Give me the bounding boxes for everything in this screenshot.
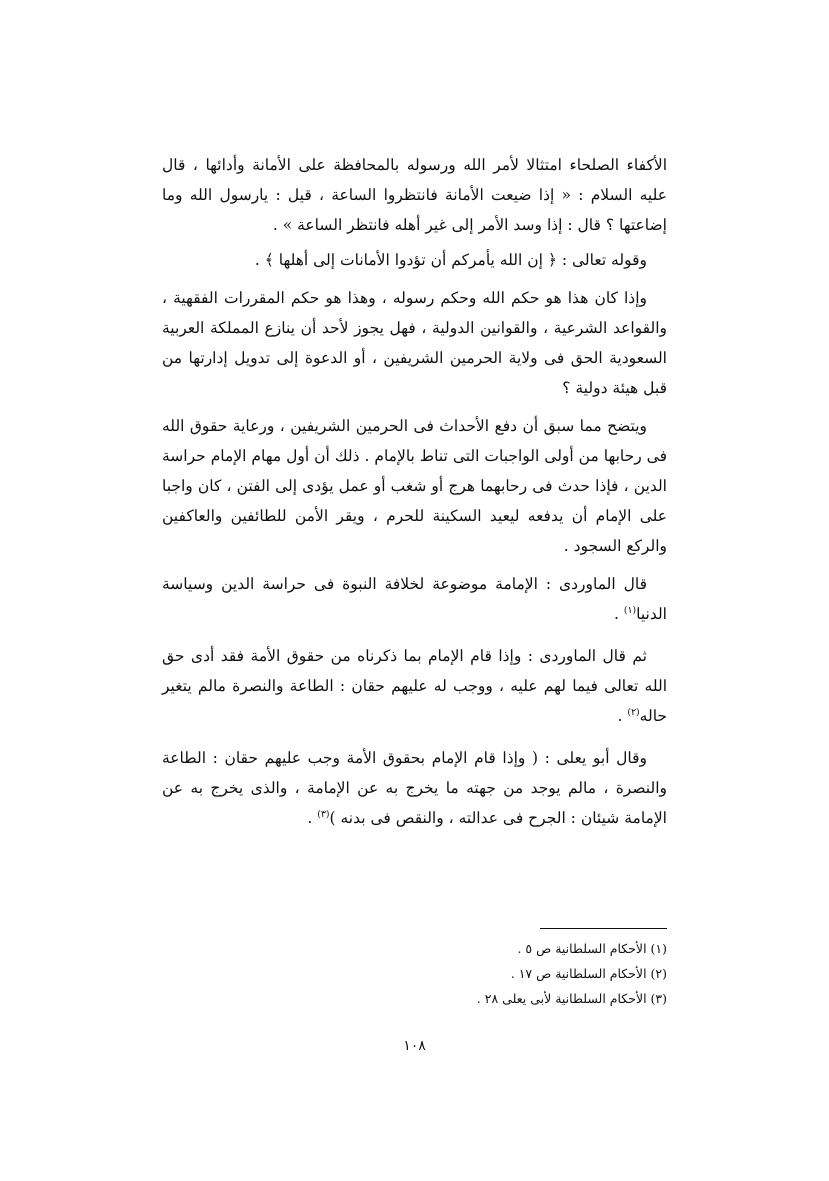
paragraph-abu-yala-quote xyxy=(162,743,667,833)
paragraph-quran-verse: وقوله تعالى : ﴿ إن الله يأمركم أن تؤدوا الأمانات إلى أهلها ﴾ . xyxy=(254,251,647,269)
footnote-3: (٣) الأحكام السلطانية لأبى يعلى ٢٨ . xyxy=(476,991,667,1006)
paragraph-mawardi-rights xyxy=(162,641,667,731)
footnote-1: (١) الأحكام السلطانية ص ٥ . xyxy=(517,941,667,956)
sentence-end: . xyxy=(307,809,318,827)
main-text xyxy=(162,150,667,833)
paragraph-saudi-guardianship: وإذا كان هذا هو حكم الله وحكم رسوله ، وهذا هو حكم المقررات الفقهية ، والقواعد الشرعية ، والقوانين الدولية ، فهل يجوز لأحد أن ينازع المملكة العربية السعودية الحق فى ولاية الحرمين الشريفين ، أو الدعوة إلى تدويل إدارتها من قبل هيئة دولية ؟ xyxy=(162,289,667,397)
quote-text: وقال أبو يعلى : ( وإذا قام الإمام بحقوق الأمة وجب عليهم حقان : الطاعة والنصرة ، مالم يوجد من جهته ما يخرج به عن الإمامة ، والذى يخرج به عن الإمامة شيئان : الجرح فى عدالته ، والنقص فى بدنه ) xyxy=(162,749,667,827)
paragraph-amanah-hadith: الأكفاء الصلحاء امتثالا لأمر الله ورسوله بالمحافظة على الأمانة وأدائها ، قال عليه السلام : « إذا ضيعت الأمانة فانتظروا الساعة ، قيل : يارسول الله وما إضاعتها ؟ قال : إذا وسد الأمر إلى غير أهله فانتظر الساعة » . xyxy=(162,156,667,234)
footnote-ref: (٢) xyxy=(627,706,640,718)
paragraph-imam-duties: ويتضح مما سبق أن دفع الأحداث فى الحرمين الشريفين ، ورعاية حقوق الله فى رحابها من أولى الواجبات التى تناط بالإمام . ذلك أن أول مهام الإمام حراسة الدين ، فإذا حدث فى رحابهما هرج أو شغب أو عمل يؤدى إلى الفتن ، كان واجبا على الإمام أن يدفعه ليعيد السكينة للحرم ، ويقر الأمن للطائفين والعاكفين والركع السجود . xyxy=(162,417,667,555)
quote-text: قال الماوردى : الإمامة موضوعة لخلافة النبوة فى حراسة الدين وسياسة الدنيا xyxy=(162,575,667,623)
footnote-divider xyxy=(540,928,667,929)
footnote-2: (٢) الأحكام السلطانية ص ١٧ . xyxy=(510,966,667,981)
paragraph-mawardi-quote xyxy=(162,569,667,629)
sentence-end: . xyxy=(613,605,624,623)
quote-text: ثم قال الماوردى : وإذا قام الإمام بما ذكرناه من حقوق الأمة فقد أدى حق الله تعالى فيما لهم عليه ، ووجب له عليهم حقان : الطاعة والنصرة مالم يتغير حاله xyxy=(162,647,667,725)
footnotes xyxy=(300,936,667,1011)
footnote-ref: (١) xyxy=(623,604,637,616)
page-number: ١٠٨ xyxy=(403,1038,426,1054)
footnote-ref: (٣) xyxy=(317,808,330,820)
sentence-end: . xyxy=(617,707,628,725)
